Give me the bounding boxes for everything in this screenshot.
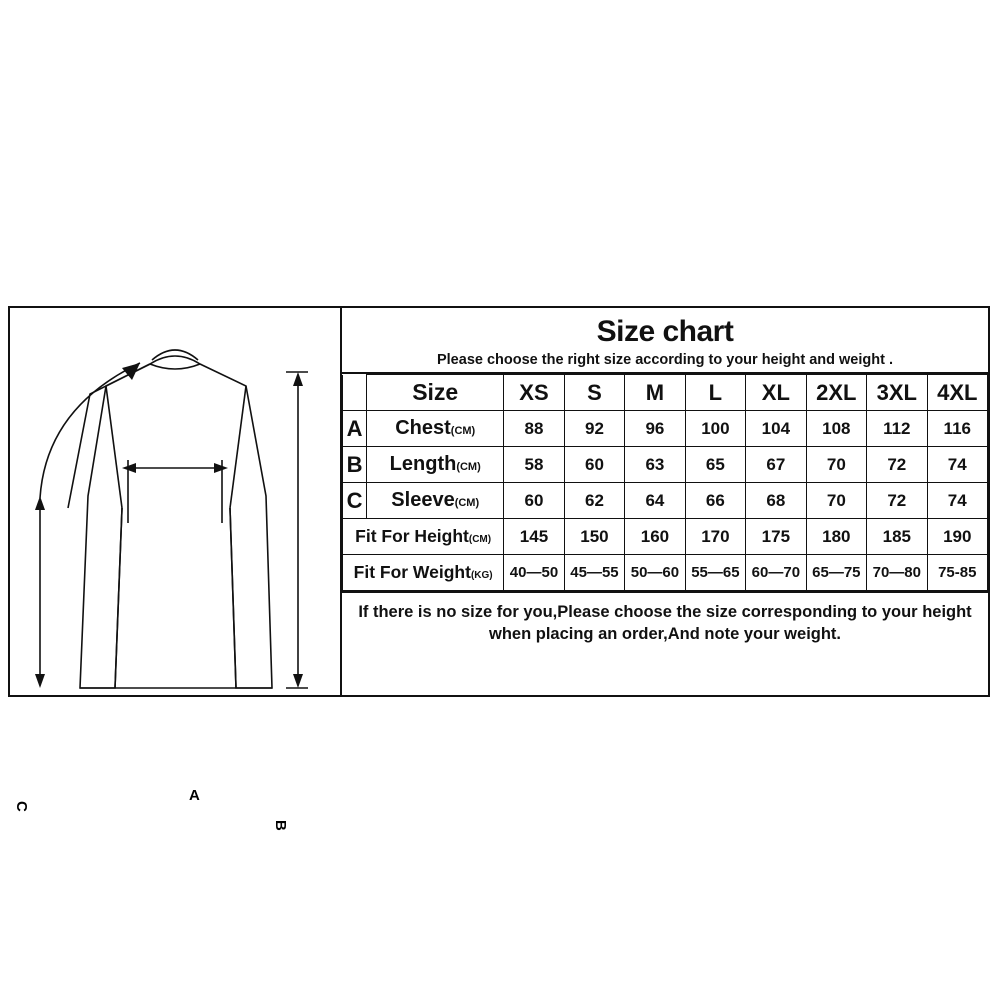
cell-sleeve-xs: 60	[504, 483, 564, 519]
row-unit-sleeve: (CM)	[454, 497, 480, 509]
cell-sleeve-m: 64	[625, 483, 685, 519]
cell-weight-xl: 60—70	[746, 555, 806, 591]
cell-sleeve-xl: 68	[746, 483, 806, 519]
cell-length-xs: 58	[504, 447, 564, 483]
cell-sleeve-2xl: 70	[806, 483, 866, 519]
cell-sleeve-s: 62	[564, 483, 624, 519]
header-size-4xl: 4XL	[927, 375, 987, 411]
row-unit-chest: (CM)	[450, 425, 476, 437]
cell-chest-2xl: 108	[806, 411, 866, 447]
cell-weight-m: 50—60	[625, 555, 685, 591]
chart-subtitle: Please choose the right size according to your height and weight .	[342, 352, 988, 374]
cell-length-l: 65	[685, 447, 745, 483]
row-label-sleeve	[367, 483, 504, 519]
size-table-panel	[342, 308, 988, 695]
header-size: Size	[367, 375, 504, 411]
cell-height-2xl: 180	[806, 519, 866, 555]
cell-height-3xl: 185	[867, 519, 927, 555]
row-label-length	[367, 447, 504, 483]
cell-weight-s: 45—55	[564, 555, 624, 591]
header-size-s: S	[564, 375, 624, 411]
cell-length-4xl: 74	[927, 447, 987, 483]
header-size-xl: XL	[746, 375, 806, 411]
header-size-l: L	[685, 375, 745, 411]
cell-sleeve-l: 66	[685, 483, 745, 519]
size-table	[342, 374, 988, 591]
size-chart-frame	[8, 306, 990, 831]
header-spacer	[343, 375, 367, 411]
diagram-label-a: A	[189, 787, 200, 804]
header-size-xs: XS	[504, 375, 564, 411]
table-row	[343, 411, 988, 447]
row-unit-fit-weight: (KG)	[470, 570, 493, 581]
cell-height-l: 170	[685, 519, 745, 555]
table-row	[343, 483, 988, 519]
cell-chest-l: 100	[685, 411, 745, 447]
cell-height-s: 150	[564, 519, 624, 555]
cell-length-3xl: 72	[867, 447, 927, 483]
row-label-length-text: Length	[389, 453, 457, 475]
row-label-sleeve-text: Sleeve	[391, 489, 455, 511]
cell-weight-2xl: 65—75	[806, 555, 866, 591]
table-row	[343, 555, 988, 591]
cell-chest-xl: 104	[746, 411, 806, 447]
cell-chest-s: 92	[564, 411, 624, 447]
row-label-fit-height	[343, 519, 504, 555]
cell-chest-xs: 88	[504, 411, 564, 447]
row-letter-a: A	[343, 411, 367, 447]
header-size-m: M	[625, 375, 685, 411]
cell-chest-3xl: 112	[867, 411, 927, 447]
cell-length-m: 63	[625, 447, 685, 483]
cell-height-xs: 145	[504, 519, 564, 555]
cell-height-xl: 175	[746, 519, 806, 555]
garment-diagram-panel	[10, 308, 342, 831]
cell-sleeve-4xl: 74	[927, 483, 987, 519]
cell-weight-xs: 40—50	[504, 555, 564, 591]
cell-length-xl: 67	[746, 447, 806, 483]
diagram-label-c: C	[13, 801, 30, 812]
diagram-label-b: B	[272, 820, 289, 831]
cell-height-m: 160	[625, 519, 685, 555]
cell-height-4xl: 190	[927, 519, 987, 555]
row-letter-b: B	[343, 447, 367, 483]
cell-chest-4xl: 116	[927, 411, 987, 447]
cell-sleeve-3xl: 72	[867, 483, 927, 519]
header-size-2xl: 2XL	[806, 375, 866, 411]
header-size-3xl: 3XL	[867, 375, 927, 411]
row-label-fit-weight-text: Fit For Weight	[353, 562, 471, 582]
cell-weight-4xl: 75-85	[927, 555, 987, 591]
chart-title: Size chart	[596, 315, 734, 348]
table-header-row	[343, 375, 988, 411]
cell-weight-3xl: 70—80	[867, 555, 927, 591]
row-label-chest-text: Chest	[395, 417, 451, 439]
table-row	[343, 519, 988, 555]
row-label-fit-weight	[343, 555, 504, 591]
row-label-chest	[367, 411, 504, 447]
cell-chest-m: 96	[625, 411, 685, 447]
cell-length-s: 60	[564, 447, 624, 483]
cell-length-2xl: 70	[806, 447, 866, 483]
row-label-fit-height-text: Fit For Height	[355, 526, 469, 546]
row-unit-fit-height: (CM)	[468, 534, 492, 545]
row-letter-c: C	[343, 483, 367, 519]
chart-note: If there is no size for you,Please choose the size corresponding to your height when placing an order,And note your weight.	[342, 591, 988, 695]
cell-weight-l: 55—65	[685, 555, 745, 591]
row-unit-length: (CM)	[456, 461, 481, 473]
table-row	[343, 447, 988, 483]
